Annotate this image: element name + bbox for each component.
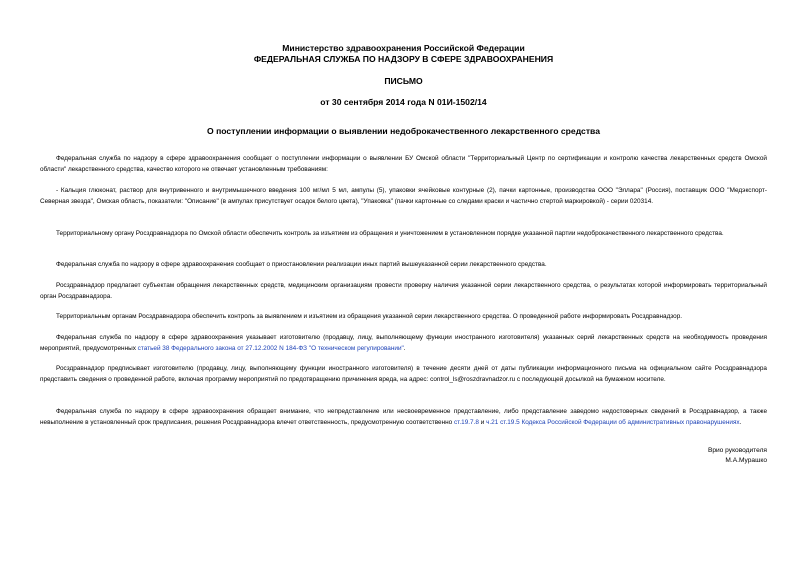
- article-19-7-8-link[interactable]: ст.19.7.8: [453, 418, 479, 426]
- koap-article-19-5-link[interactable]: ч.21 ст.19.5 Кодекса Российской Федерации об административных правонарушениях: [486, 418, 740, 426]
- paragraph-9: [40, 407, 767, 429]
- paragraph-9-text: Федеральная служба по надзору в сфере здравоохранения обращает внимание, что непредставление или несвоевременное представление, либо представление заведомо недостоверных сведений в Росздравнадзор, а также невыполнение в установленный срок предписания, решения Росздравнадзора влечет ответственность, предусмотренную соответственно: [40, 408, 767, 426]
- paragraph-2: - Кальция глюконат, раствор для внутривенного и внутримышечного введения 100 мг/мл 5 мл, ампулы (5), упаковки ячейковые контурные (2), пачки картонные, производства ООО "Эллара" (Россия), поставщик ООО "Медэкспорт-Северная звезда", Омская область, показатели: "Описание" (в ампулах присутствует осадок белого цвета), "Упаковка" (пачки картонные со следами краски и частично стертой маркировкой) - серии 020314.: [40, 187, 767, 205]
- paragraph-3: Территориальному органу Росздравнадзора по Омской области обеспечить контроль за изъятием из обращения и уничтожением в установленном порядке указанной партии недоброкачественного лекарственного средства.: [56, 230, 724, 237]
- paragraph-4: Федеральная служба по надзору в сфере здравоохранения сообщает о приостановлении реализации иных партий вышеуказанной серии лекарственного средства.: [56, 261, 547, 268]
- paragraph-6: Территориальным органам Росздравнадзора обеспечить контроль за выявлением и изъятием из обращения указанной серии лекарственного средства. О проведенной работе информировать Росздравнадзор.: [56, 313, 683, 320]
- paragraph-7: [40, 333, 767, 355]
- signature-position: Врио руководителя: [707, 447, 767, 454]
- document-type: ПИСЬМО: [384, 76, 423, 86]
- law-184fz-link[interactable]: статьей 38 Федерального закона от 27.12.2002 N 184-ФЗ "О техническом регулировании": [137, 344, 404, 352]
- paragraph-9-end: .: [739, 418, 742, 426]
- paragraph-7-text: Федеральная служба по надзору в сфере здравоохранения указывает изготовителю (продавцу, лицу, выполняющему функции иностранного изготовителя) указанных серий лекарственных средств на необходимость проведения мероприятий, предусмотренных: [40, 334, 767, 352]
- service-name: ФЕДЕРАЛЬНАЯ СЛУЖБА ПО НАДЗОРУ В СФЕРЕ ЗДРАВООХРАНЕНИЯ: [253, 54, 554, 64]
- ministry-name: Министерство здравоохранения Российской Федерации: [282, 43, 525, 53]
- document-subject: О поступлении информации о выявлении недоброкачественного лекарственного средства: [207, 126, 600, 136]
- document-date-number: от 30 сентября 2014 года N 01И-1502/14: [320, 97, 487, 107]
- paragraph-8: Росздравнадзор предписывает изготовителю (продавцу, лицу, выполняющему функции иностранного изготовителя) в течение десяти дней от даты публикации информационного письма на официальном сайте Росздравнадзора представить сведения о проведенной работе, включая программу мероприятий по предотвращению причинения вреда, на адрес: control_ls@roszdravnadzor.ru с последующей досылкой на бумажном носителе.: [40, 365, 767, 383]
- paragraph-5: Росздравнадзор предлагает субъектам обращения лекарственных средств, медицинским организациям провести проверку наличия указанной серии лекарственного средства, о результатах которой информировать территориальный орган Росздравнадзора.: [40, 282, 767, 300]
- paragraph-1: Федеральная служба по надзору в сфере здравоохранения сообщает о поступлении информации о выявлении БУ Омской области "Территориальный Центр по сертификации и контролю качества лекарственных средств Омской области" лекарственного средства, качество которого не отвечает установленным требованиям:: [40, 155, 767, 173]
- paragraph-7-end: .: [403, 344, 406, 352]
- signature-name: М.А.Мурашко: [725, 457, 767, 464]
- paragraph-9-mid: и: [478, 418, 487, 426]
